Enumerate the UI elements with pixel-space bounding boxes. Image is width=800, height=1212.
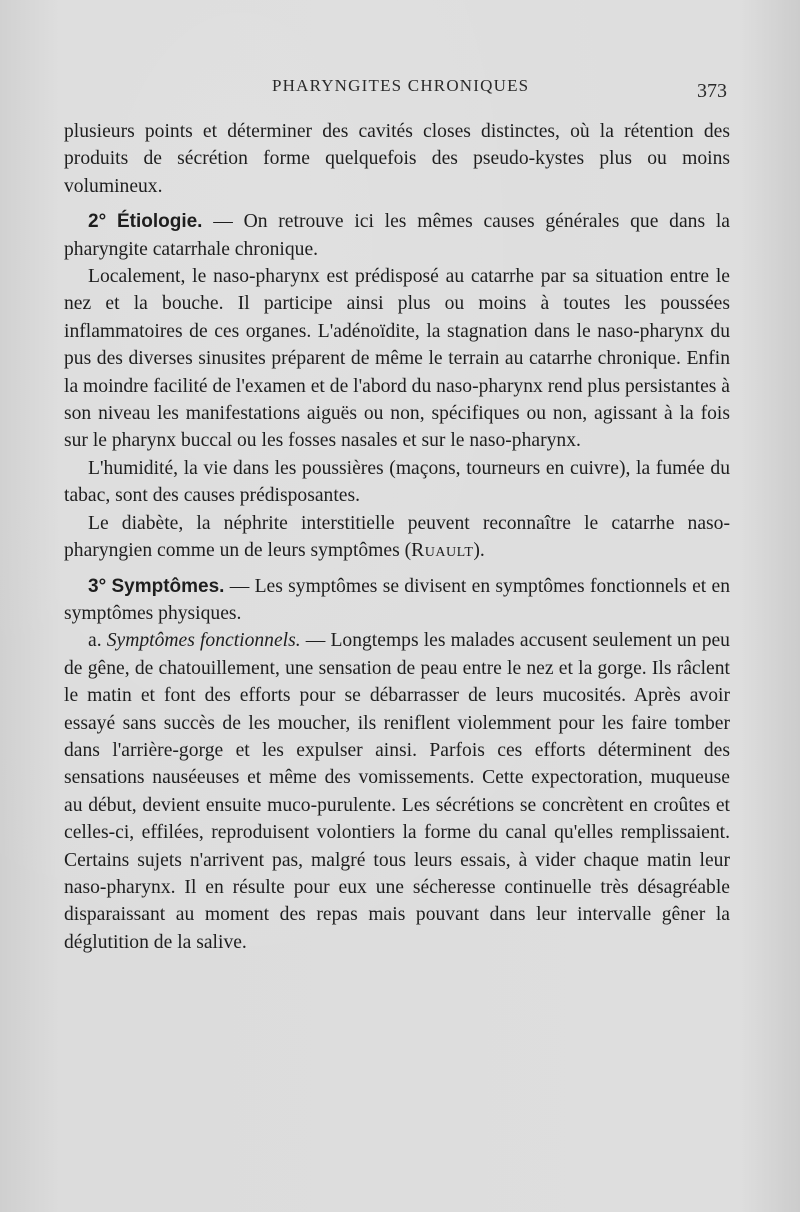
paragraph-localement (64, 263, 730, 455)
paragraph-diabete-end: ). (473, 540, 485, 562)
paragraph-humidite-text: L'humidité, la vie dans les poussières (maçons, tourneurs en cuivre), la fumée du tabac, sont des causes prédisposantes. (64, 457, 730, 507)
page-header (0, 76, 800, 104)
subsection-title: Symptômes fonctionnels. (106, 630, 301, 652)
paragraph-symptomes-fonctionnels (64, 627, 730, 956)
subsection-text: — Longtemps les malades accusent seulement un peu de gêne, de chatouillement, une sensation de peau entre le nez et la gorge. Ils râclent le matin et font des efforts pour se débarrasser de leurs mucosités. Après avoir essayé sans succès de les moucher, ils reniflent violemment pour les faire tomber dans l'arrière-gorge et les expulser ainsi. Parfois ces efforts déterminent des sensations nauséeuses et même des vomissements. Cette expectoration, muqueuse au début, devient ensuite muco-purulente. Les sécrétions se concrètent en croûtes et celles-ci, effilées, reproduisent volontiers la forme du canal qu'elles remplissaient. Certains sujets n'arrivent pas, malgré tous leurs essais, à vider chaque matin leur naso-pharynx. Il en résulte pour eux une sécheresse continuelle très désagréable disparaissant au moment des repas mais pouvant dans leur intervalle gêner la déglutition de la salive. (64, 630, 730, 953)
section-symptomes (64, 573, 730, 628)
page-number: 373 (697, 80, 727, 102)
section-title-symptomes: Symptômes. (111, 575, 225, 597)
paragraph-continuation (64, 118, 730, 200)
section-number: 3° (88, 575, 107, 597)
section-etiologie (64, 208, 730, 263)
section-etiologie-text: — On retrouve ici les mêmes causes générales que dans la pharyngite catarrhale chronique. (64, 211, 730, 260)
paragraph-localement-text: Localement, le naso-pharynx est prédisposé au catarrhe par sa situation entre le nez et la bouche. Il participe ainsi plus ou moins à toutes les poussées inflammatoires de ces organes. L'adénoïdite, la stagnation dans le naso-pharynx du pus des diverses sinusites préparent de même le terrain au catarrhe chronique. Enfin la moindre facilité de l'examen et de l'abord du naso-pharynx rend plus persistantes à son niveau les manifestations aiguës ou non, spécifiques ou non, agissant à la fois sur le pharynx buccal ou les fosses nasales et sur le naso-pharynx. (64, 266, 730, 452)
section-symptomes-text: — Les symptômes se divisent en symptômes fonctionnels et en symptômes physiques. (64, 575, 730, 624)
paragraph-diabete-text: Le diabète, la néphrite interstitielle peuvent reconnaître le catarrhe naso-pharyngien comme un de leurs symptômes ( (64, 512, 730, 562)
section-title-etiologie: Étiologie. (116, 211, 203, 233)
paragraph-continuation-text: plusieurs points et déterminer des cavités closes distinctes, où la rétention des produits de sécrétion forme quelquefois des pseudo-kystes plus ou moins volumineux. (64, 121, 730, 197)
subsection-label: a. (88, 630, 107, 652)
section-number: 2° (88, 211, 107, 233)
running-title: PHARYNGITES CHRONIQUES (272, 76, 530, 95)
author-name: Ruault (411, 540, 474, 562)
body-text (64, 118, 730, 956)
paragraph-diabete (64, 510, 730, 565)
paragraph-humidite (64, 455, 730, 510)
